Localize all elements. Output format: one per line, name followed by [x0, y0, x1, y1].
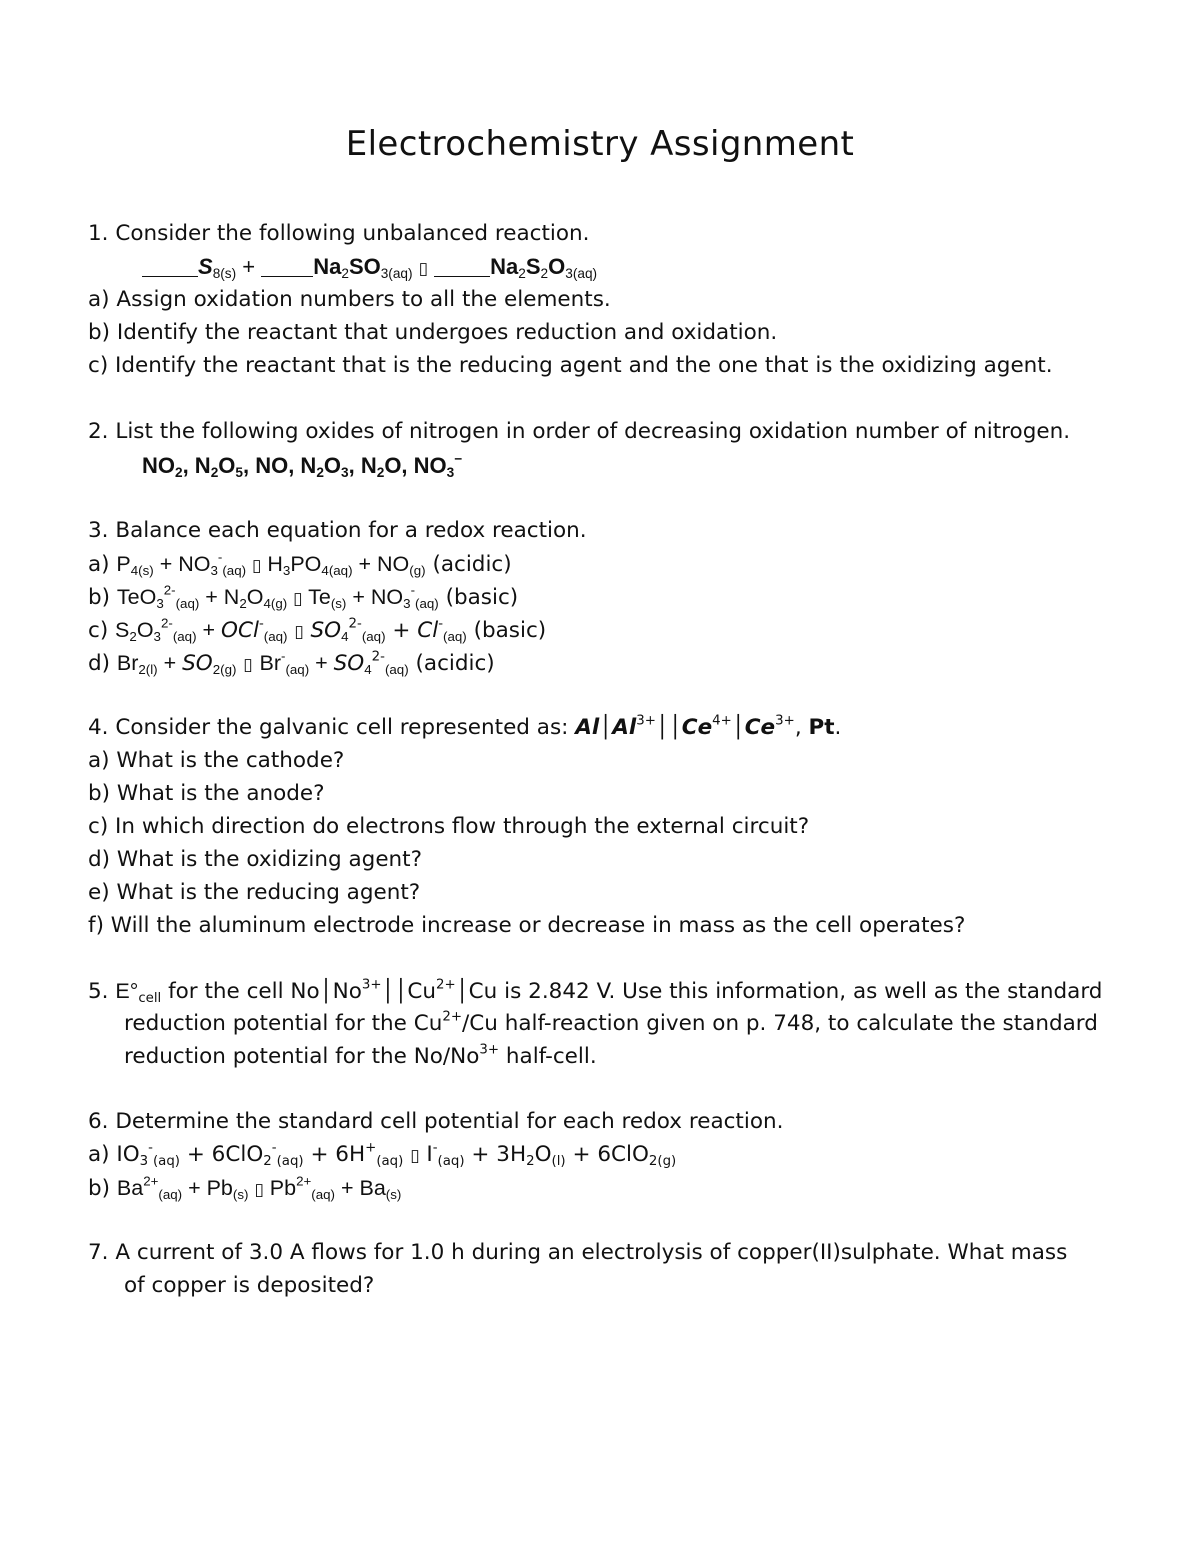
- q2-oxides-list: $NO_2$, $N_2O_5$, NO, $N_2O_3$, $N_2O$, $NO_3^-$: [142, 451, 463, 481]
- q4-part-f: f) Will the aluminum electrode increase or decrease in mass as the cell operates?: [88, 913, 966, 938]
- q3-b-condition: (basic): [445, 585, 519, 610]
- q3-part-c: c) $S_2O_3^{2-}_{(aq)} + OCl^-_{(aq)}$ ▯ $SO_4^{2-}_{(aq)} + Cl^-_{(aq)}$ (basic): [88, 615, 547, 644]
- q6-prompt: 6. Determine the standard cell potential for each redox reaction.: [88, 1109, 784, 1134]
- q5-line-1: 5. $E^\circ_{cell}$ for the cell $No│No^{3+}││Cu^{2+}│Cu$ is 2.842 V. Use this information, as well as the standard: [88, 977, 1103, 1006]
- q1-part-a: a) Assign oxidation numbers to all the elements.: [88, 287, 611, 312]
- q4-part-b: b) What is the anode?: [88, 781, 325, 806]
- q1-equation: $S_{8(s)} + Na_2SO_{3(aq)}$ ▯ $Na_2S_2O_{3(aq)}$: [142, 251, 597, 285]
- q4-part-d: d) What is the oxidizing agent?: [88, 847, 423, 872]
- q3-part-a: a) $P_{4(s)} + NO_3^-_{(aq)}$ ▯ $H_3PO_{4(aq)} + NO_{(g)}$ (acidic): [88, 549, 512, 578]
- q5-line-3: reduction potential for the $No/No^{3+}$ half-cell.: [124, 1042, 597, 1069]
- q3-part-d: d) $Br_{2(l)} + SO_{2(g)}$ ▯ $Br^-_{(aq)} + SO_4^{2-}_{(aq)}$ (acidic): [88, 648, 495, 677]
- q7-line-2: of copper is deposited?: [124, 1273, 375, 1298]
- page-title: Electrochemistry Assignment: [345, 124, 855, 164]
- q3-d-condition: (acidic): [415, 651, 495, 676]
- q7-line-1: 7. A current of 3.0 A flows for 1.0 h during an electrolysis of copper(II)sulphate. What mass: [88, 1240, 1068, 1265]
- q5-line-2: reduction potential for the $Cu^{2+}/Cu$ half-reaction given on p. 748, to calculate the standard: [124, 1009, 1098, 1036]
- q1-part-b: b) Identify the reactant that undergoes reduction and oxidation.: [88, 320, 778, 345]
- q3-part-b: b) $TeO_3^{2-}_{(aq)} + N_2O_{4(g)}$ ▯ $Te_{(s)} + NO_3^-_{(aq)}$ (basic): [88, 582, 519, 611]
- q4-part-a: a) What is the cathode?: [88, 748, 345, 773]
- q4-part-c: c) In which direction do electrons flow through the external circuit?: [88, 814, 810, 839]
- q3-a-condition: (acidic): [432, 552, 512, 577]
- q6-part-a: a) $IO_3^-_{(aq)} + 6ClO_2^-_{(aq)} + 6H^+_{(aq)}$ ▯ $I^-_{(aq)} + 3H_2O_{(l)} + 6ClO_{2(g)}$: [88, 1140, 677, 1169]
- q3-prompt: 3. Balance each equation for a redox reaction.: [88, 518, 587, 543]
- q1-part-c: c) Identify the reactant that is the reducing agent and the one that is the oxidizing agent.: [88, 353, 1053, 378]
- q6-part-b: b) $Ba^{2+}_{(aq)} + Pb_{(s)}$ ▯ $Pb^{2+}_{(aq)} + Ba_{(s)}$: [88, 1173, 402, 1202]
- q2-prompt: 2. List the following oxides of nitrogen in order of decreasing oxidation number of nitrogen.: [88, 419, 1071, 444]
- q4-part-e: e) What is the reducing agent?: [88, 880, 421, 905]
- q1-prompt: 1. Consider the following unbalanced reaction.: [88, 221, 590, 246]
- q4-prompt: 4. Consider the galvanic cell represented as: $Al│Al^{3+}││Ce^{4+}│Ce^{3+}$, Pt.: [88, 713, 842, 740]
- q3-c-condition: (basic): [473, 618, 547, 643]
